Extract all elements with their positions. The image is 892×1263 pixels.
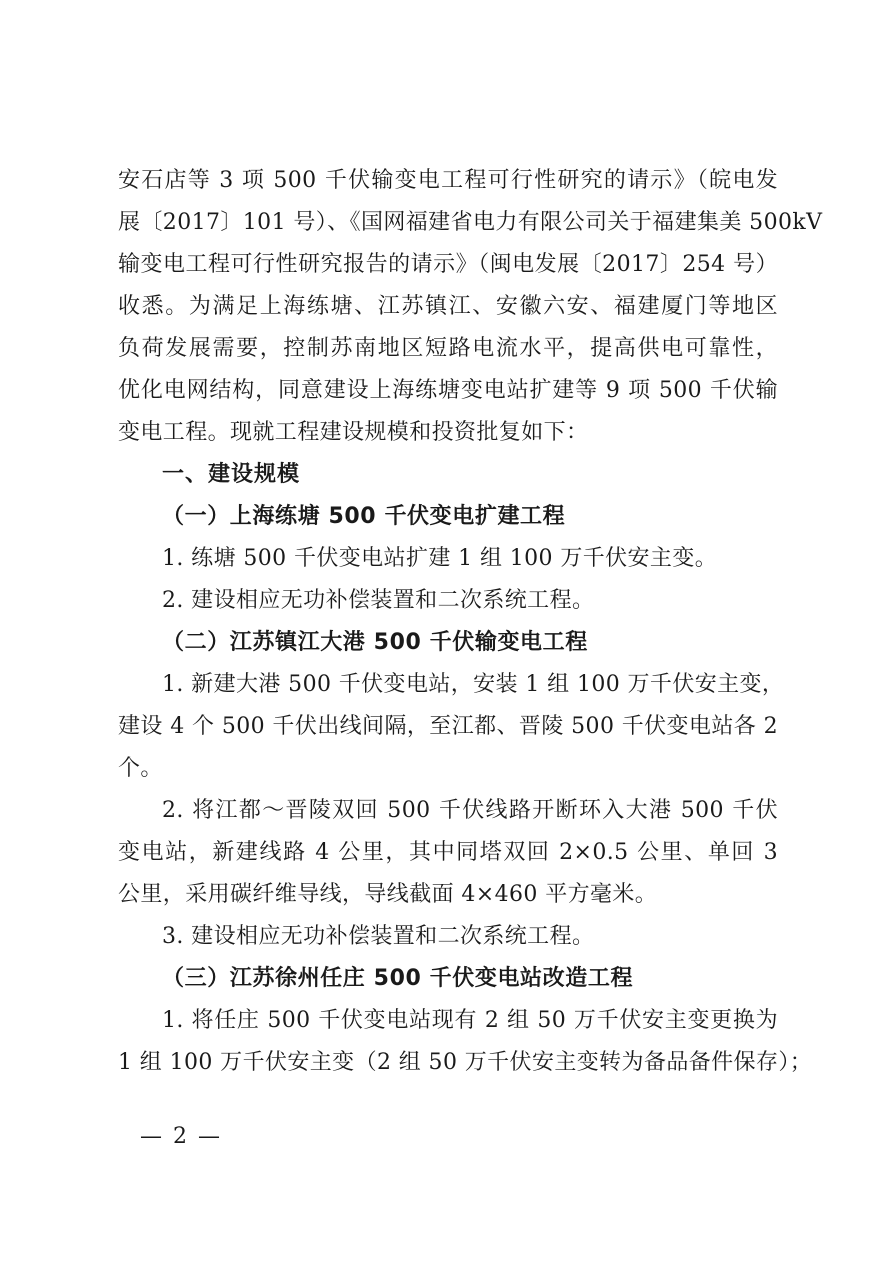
list-item: 1. 练塘 500 千伏变电站扩建 1 组 100 万千伏安主变。 [162,546,718,571]
page-number: — 2 — [140,1124,222,1149]
paragraph-line: 个。 [118,756,163,781]
paragraph-line: 负荷发展需要，控制苏南地区短路电流水平，提高供电可靠性， [118,336,778,361]
list-item: 1. 将任庄 500 千伏变电站现有 2 组 50 万千伏安主变更换为 [162,1008,778,1033]
section-heading: 一、建设规模 [162,462,301,487]
list-item: 2. 将江都～晋陵双回 500 千伏线路开断环入大港 500 千伏 [162,798,778,823]
paragraph-line: 变电站，新建线路 4 公里，其中同塔双回 2×0.5 公里、单回 3 [118,840,778,865]
paragraph-line: 1 组 100 万千伏安主变（2 组 50 万千伏安主变转为备品备件保存）； [118,1050,813,1075]
paragraph-line: 建设 4 个 500 千伏出线间隔，至江都、晋陵 500 千伏变电站各 2 [118,714,778,739]
subsection-heading: （一）上海练塘 500 千伏变电扩建工程 [162,504,566,529]
list-item: 2. 建设相应无功补偿装置和二次系统工程。 [162,588,595,613]
paragraph-line: 输变电工程可行性研究报告的请示》（闽电发展〔2017〕254 号） [118,252,778,277]
list-item: 3. 建设相应无功补偿装置和二次系统工程。 [162,924,595,949]
list-item: 1. 新建大港 500 千伏变电站，安装 1 组 100 万千伏安主变， [162,672,785,697]
paragraph-line: 展〔2017〕101 号）、《国网福建省电力有限公司关于福建集美 500kV [118,210,823,235]
subsection-heading: （二）江苏镇江大港 500 千伏输变电工程 [162,630,588,655]
subsection-heading: （三）江苏徐州任庄 500 千伏变电站改造工程 [162,966,634,991]
paragraph-line: 收悉。为满足上海练塘、江苏镇江、安徽六安、福建厦门等地区 [118,294,778,319]
paragraph-line: 公里，采用碳纤维导线，导线截面 4×460 平方毫米。 [118,882,658,907]
paragraph-line: 变电工程。现就工程建设规模和投资批复如下： [118,420,589,445]
paragraph-line: 优化电网结构，同意建设上海练塘变电站扩建等 9 项 500 千伏输 [118,378,778,403]
paragraph-line: 安石店等 3 项 500 千伏输变电工程可行性研究的请示》（皖电发 [118,168,778,193]
